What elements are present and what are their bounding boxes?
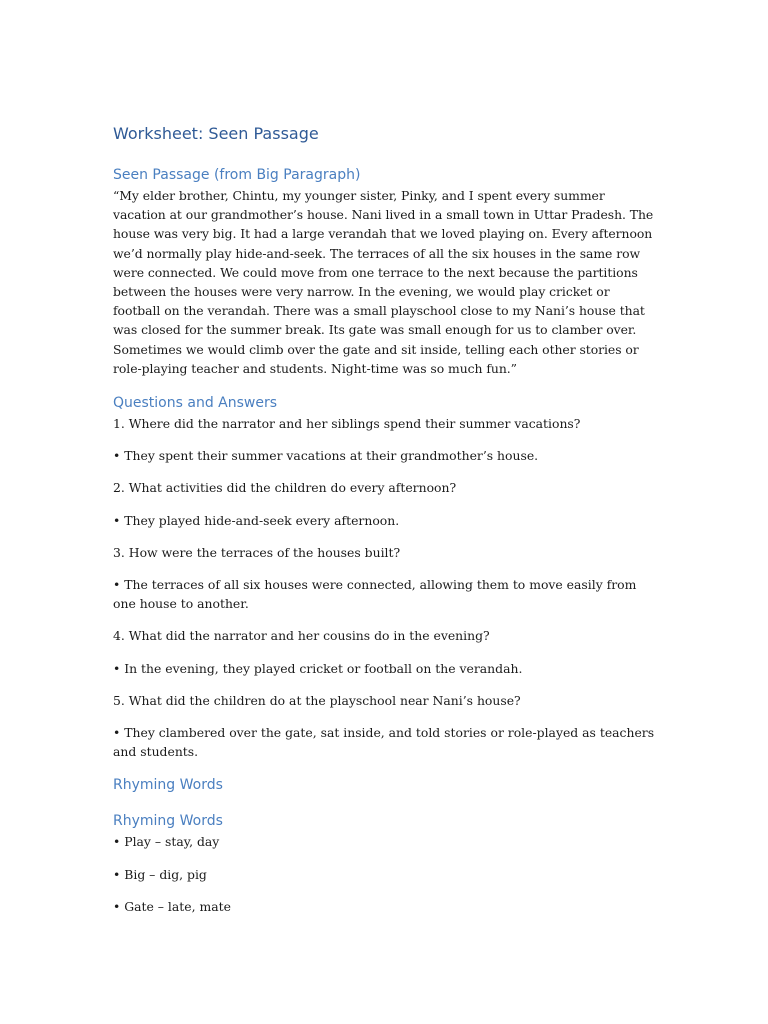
qa-heading: Questions and Answers — [113, 395, 278, 412]
passage-text: “My elder brother, Chintu, my younger sister, Pinky, and I spent every summer vacation at our grandmother’s house. Nani lived in a small town in Uttar Pradesh. The house was very big. It had a large verandah that we loved playing on. Every afternoon we’d normally play hide-and-seek. The terraces of all the six houses in the same row were connected. We could move from one terrace to the next because the partitions between the houses were very narrow. In the evening, we would play cricket or football on the verandah. There was a small playschool close to my Nani’s house that was closed for the summer break. Its gate was small enough for us to clamber over. Sometimes we would climb over the gate and sit inside, telling each other stories or role-playing teacher and students. Night-time was so much fun.” — [113, 188, 654, 376]
rhyme-item: • Big – dig, pig — [113, 866, 207, 882]
question-4: 4. What did the narrator and her cousins do in the evening? — [113, 628, 490, 644]
question-1: 1. Where did the narrator and her siblings spend their summer vacations? — [113, 416, 581, 432]
question-3: 3. How were the terraces of the houses built? — [113, 544, 401, 560]
rhyme-item: • Gate – late, mate — [113, 898, 231, 914]
question-2: 2. What activities did the children do every afternoon? — [113, 480, 457, 496]
rhyme-list — [113, 832, 658, 916]
answer-1: • They spent their summer vacations at their grandmother’s house. — [113, 448, 539, 464]
page-title: Worksheet: Seen Passage — [113, 124, 319, 143]
passage-heading: Seen Passage (from Big Paragraph) — [113, 167, 361, 183]
rhyming-heading-2: Rhyming Words — [113, 813, 223, 830]
rhyme-item: • Play – stay, day — [113, 834, 220, 850]
rhyming-heading-1: Rhyming Words — [113, 777, 223, 794]
qa-list — [113, 414, 658, 761]
answer-5: • They clambered over the gate, sat inside, and told stories or role-played as teachers and students. — [113, 725, 655, 760]
question-5: 5. What did the children do at the playschool near Nani’s house? — [113, 692, 521, 708]
answer-3: • The terraces of all six houses were connected, allowing them to move easily from one house to another. — [113, 577, 637, 612]
answer-4: • In the evening, they played cricket or football on the verandah. — [113, 660, 523, 676]
answer-2: • They played hide-and-seek every afternoon. — [113, 512, 400, 528]
worksheet-page — [113, 122, 658, 929]
